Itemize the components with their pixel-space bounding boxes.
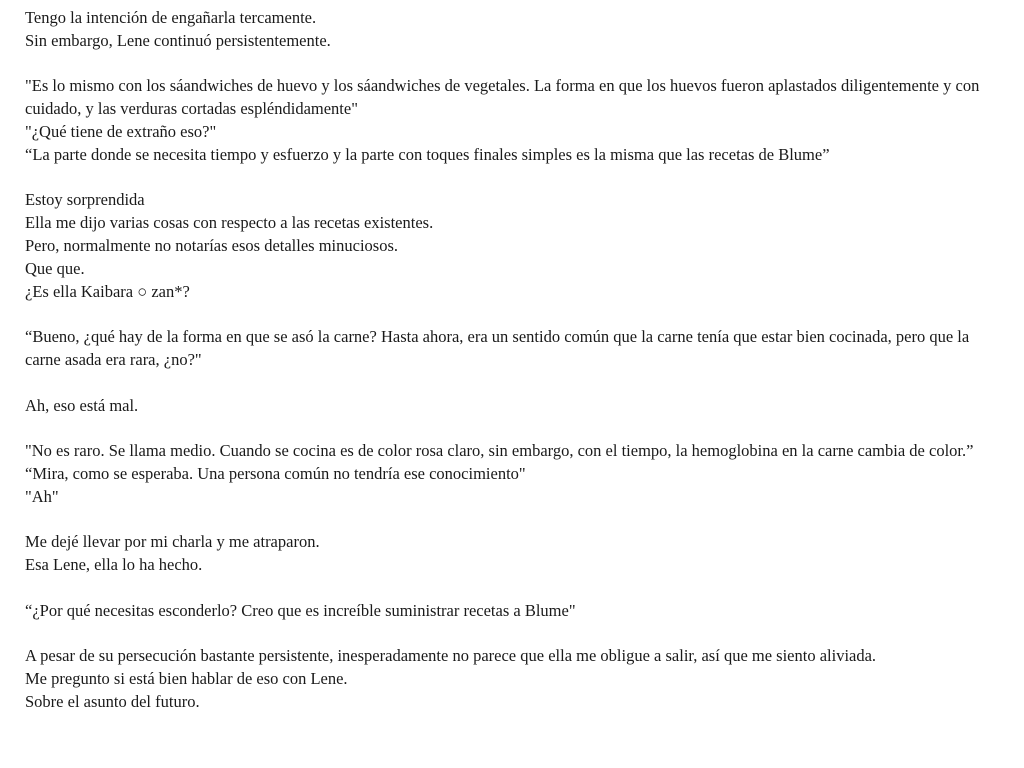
paragraph-8	[25, 600, 1000, 623]
paragraph-5	[25, 395, 1000, 418]
paragraph-7	[25, 531, 1000, 577]
document-body	[25, 7, 1000, 737]
text-line: "¿Qué tiene de extraño eso?"	[25, 121, 217, 141]
text-line: Que que.	[25, 258, 85, 278]
text-line: A pesar de su persecución bastante persistente, inesperadamente no parece que ella me obligue a salir, así que me siento aliviada.	[25, 646, 877, 666]
text-line: "Es lo mismo con los sáandwiches de huevo y los sáandwiches de vegetales. La forma en que los huevos fueron aplastados diligentemente y con cuidado, y las verduras cortadas espléndidamente"	[25, 76, 980, 119]
text-line: Pero, normalmente no notarías esos detalles minuciosos.	[25, 235, 399, 255]
text-line: "Ah"	[25, 486, 59, 506]
text-line: Ah, eso está mal.	[25, 395, 139, 415]
text-line: Me dejé llevar por mi charla y me atraparon.	[25, 532, 320, 552]
paragraph-1	[25, 7, 1000, 53]
text-line: Ella me dijo varias cosas con respecto a las recetas existentes.	[25, 213, 434, 233]
paragraph-3	[25, 189, 1000, 303]
text-line: “¿Por qué necesitas esconderlo? Creo que es increíble suministrar recetas a Blume"	[25, 600, 576, 620]
text-line: “Mira, como se esperaba. Una persona común no tendría ese conocimiento"	[25, 463, 526, 483]
text-line: Tengo la intención de engañarla tercamente.	[25, 8, 317, 27]
text-line: Estoy sorprendida	[25, 190, 145, 210]
text-line: Sin embargo, Lene continuó persistentemente.	[25, 30, 331, 50]
paragraph-9	[25, 645, 1000, 713]
text-line: "No es raro. Se llama medio. Cuando se cocina es de color rosa claro, sin embargo, con el tiempo, la hemoglobina en la carne cambia de color.”	[25, 441, 974, 461]
text-line: Esa Lene, ella lo ha hecho.	[25, 555, 203, 575]
text-line: Sobre el asunto del futuro.	[25, 691, 200, 711]
text-line: “Bueno, ¿qué hay de la forma en que se asó la carne? Hasta ahora, era un sentido común que la carne tenía que estar bien cocinada, pero que la carne asada era rara, ¿no?"	[25, 327, 970, 369]
text-line: “La parte donde se necesita tiempo y esfuerzo y la parte con toques finales simples es la misma que las recetas de Blume”	[25, 144, 830, 164]
paragraph-6	[25, 440, 1000, 508]
text-line: ¿Es ella Kaibara ○ zan*?	[25, 281, 190, 301]
paragraph-4	[25, 326, 1000, 372]
text-line: Me pregunto si está bien hablar de eso con Lene.	[25, 669, 348, 689]
paragraph-2	[25, 75, 1000, 166]
